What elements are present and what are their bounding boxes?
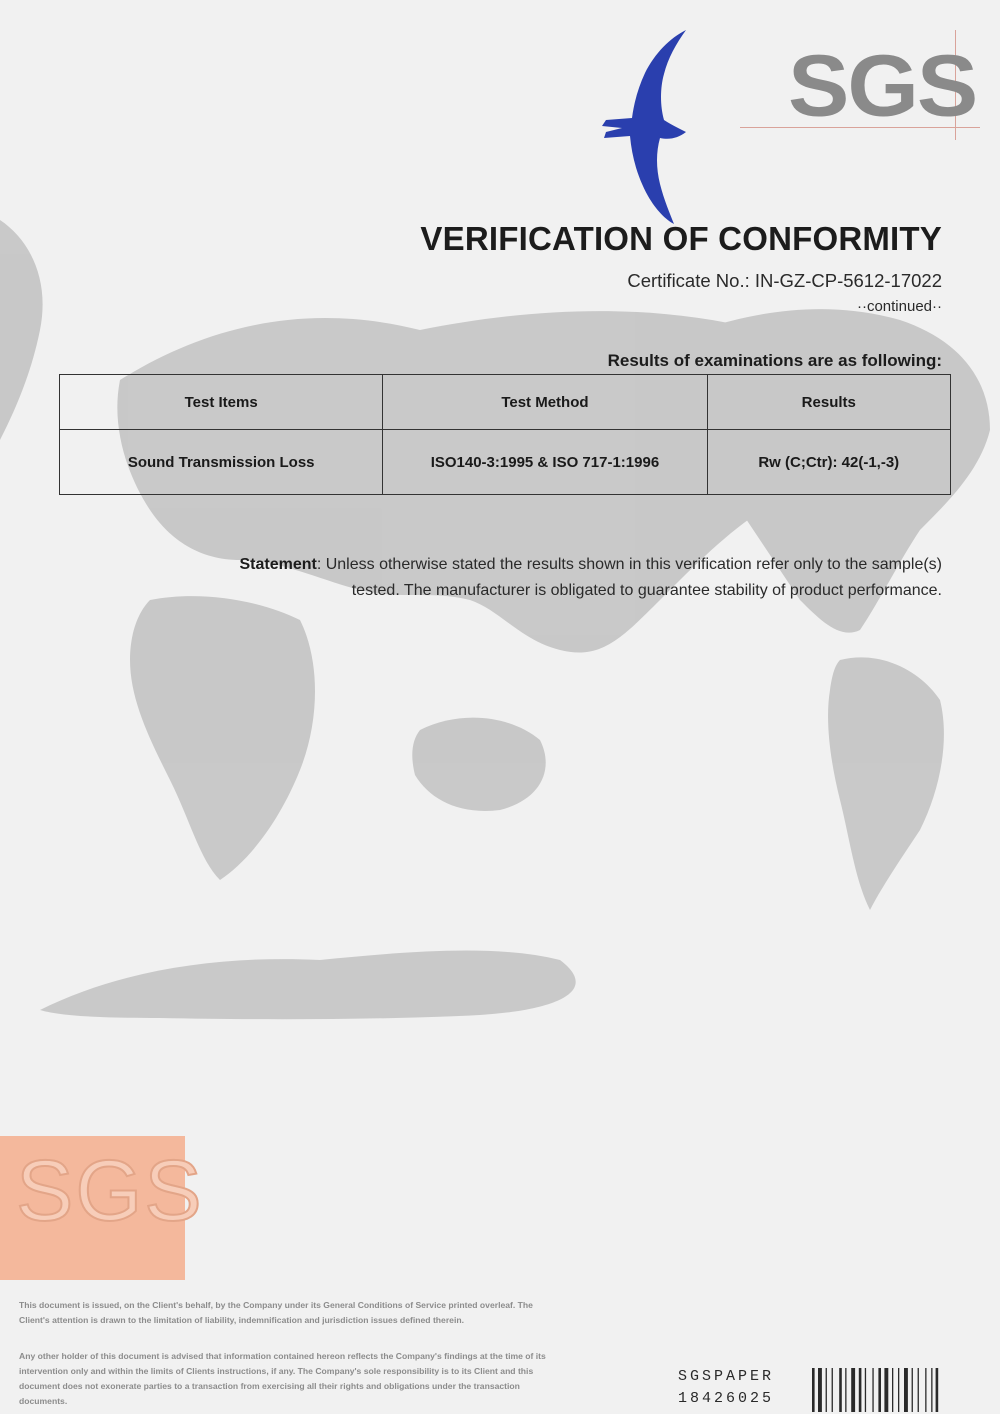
- barcode-bar: [839, 1368, 842, 1412]
- sgs-stamp-logo: SGS: [16, 1143, 204, 1239]
- barcode-bar: [936, 1368, 939, 1412]
- disclaimer-paragraph-1: This document is issued, on the Client's behalf, by the Company under its General Conditions of Service printed overleaf. The Client's attention is drawn to the limitation of liability, indemnification and jurisdiction issues defined therein.: [19, 1300, 533, 1325]
- cell-test-item: Sound Transmission Loss: [60, 430, 383, 495]
- column-header-results: Results: [707, 375, 950, 430]
- statement-label: Statement: [239, 556, 317, 573]
- barcode-bar: [931, 1368, 932, 1412]
- antarctica-landmass: [40, 951, 576, 1020]
- table-header-row: [60, 375, 951, 430]
- column-header-test-method: Test Method: [383, 375, 707, 430]
- barcode-bar: [865, 1368, 866, 1412]
- document-title: VERIFICATION OF CONFORMITY: [420, 220, 942, 257]
- barcode-bar: [859, 1368, 862, 1412]
- barcode-bar: [845, 1368, 846, 1412]
- australia-landmass: [412, 718, 545, 811]
- statement-text: : Unless otherwise stated the results shown in this verification refer only to the sample(s) tested. The manufacturer is obligated to guarantee stability of product performance.: [316, 556, 942, 599]
- barcode-bar: [918, 1368, 919, 1412]
- barcode-bar: [925, 1368, 926, 1412]
- cell-result: Rw (C;Ctr): 42(-1,-3): [707, 430, 950, 495]
- barcode-bar: [826, 1368, 827, 1412]
- column-header-test-items: Test Items: [60, 375, 383, 430]
- greenland-landmass: [0, 220, 43, 440]
- table-row: [60, 430, 951, 495]
- continued-label: ··continued··: [856, 298, 942, 315]
- barcode-bar: [878, 1368, 881, 1412]
- barcode-bar: [818, 1368, 822, 1412]
- barcode-bar: [898, 1368, 899, 1412]
- cell-test-method: ISO140-3:1995 & ISO 717-1:1996: [383, 430, 707, 495]
- barcode-bar: [872, 1368, 873, 1412]
- barcode-bar: [812, 1368, 815, 1412]
- barcode-bar: [832, 1368, 833, 1412]
- barcode-icon: [812, 1368, 977, 1412]
- paper-number: 18426025: [678, 1390, 775, 1407]
- barcode-bar: [904, 1368, 908, 1412]
- barcode-bar: [851, 1368, 855, 1412]
- results-table: [59, 374, 951, 495]
- eagle-logo-icon: [600, 28, 692, 226]
- south-america-landmass: [828, 657, 944, 910]
- barcode-bar: [912, 1368, 913, 1412]
- barcode-bar: [884, 1368, 888, 1412]
- sgs-logo: SGS: [788, 37, 977, 135]
- certificate-number: Certificate No.: IN-GZ-CP-5612-17022: [627, 270, 942, 291]
- africa-landmass: [130, 596, 315, 880]
- disclaimer-paragraph-2: Any other holder of this document is advised that information contained hereon reflects the Company's findings at the time of its intervention only and within the limits of Clients instructions, if any. The Company's sole responsibility is to its Client and this document does not exonerate parties to a transaction from exercising all their rights and obligations under the transaction documents.: [19, 1351, 546, 1406]
- statement-paragraph: [222, 552, 942, 604]
- barcode-bar: [892, 1368, 893, 1412]
- paper-label: SGSPAPER: [678, 1368, 775, 1385]
- results-heading: Results of examinations are as following:: [607, 351, 942, 370]
- paper-serial: [678, 1366, 774, 1410]
